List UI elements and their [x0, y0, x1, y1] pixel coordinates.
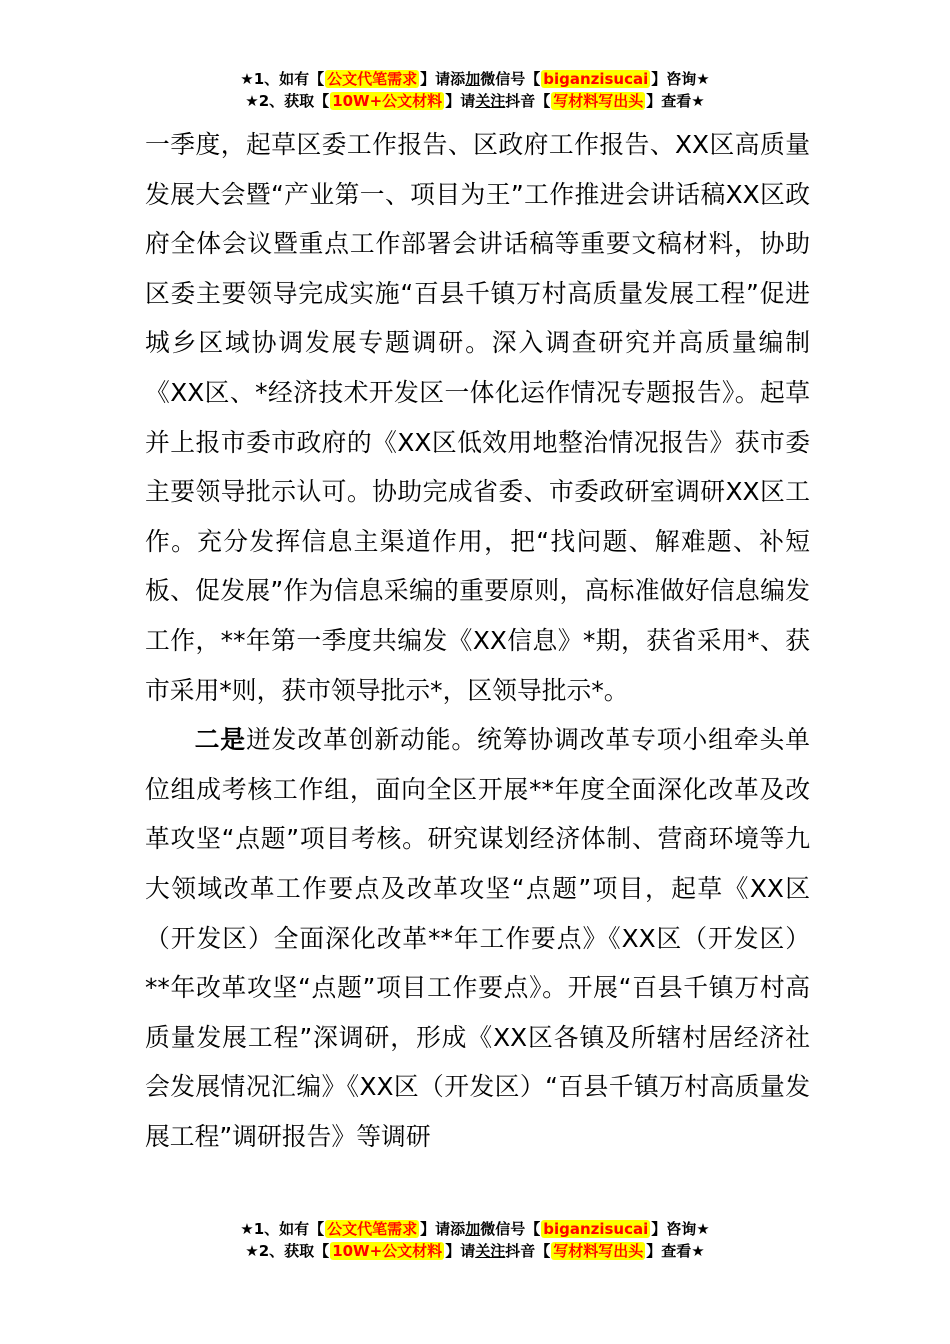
- footer-promo-banner: [0, 1218, 950, 1262]
- promo-highlight: 写材料写出头: [553, 92, 644, 110]
- promo-highlight: biganzisucai: [543, 1220, 649, 1238]
- promo-text: ★2、获取【: [245, 1242, 330, 1260]
- promo-text: 抖音【: [505, 92, 551, 110]
- header-promo-banner: [0, 68, 950, 112]
- promo-text: ★2、获取【: [245, 92, 330, 110]
- paragraph-2: [145, 715, 810, 1161]
- promo-text: 】请: [445, 92, 476, 110]
- promo-text: 】请添: [420, 1220, 466, 1238]
- promo-highlight: biganzisucai: [543, 70, 649, 88]
- promo-text: 微信号【: [480, 70, 541, 88]
- promo-highlight: 10W+公文材料: [332, 92, 443, 110]
- promo-text: ★1、如有【: [240, 1220, 325, 1238]
- promo-text: 】咨询★: [651, 1220, 710, 1238]
- promo-line-1: [0, 68, 950, 90]
- promo-text: 】查看★: [646, 92, 705, 110]
- paragraph-lead: 二是: [194, 725, 246, 755]
- paragraph-2-text: 迸发改革创新动能。统筹协调改革专项小组牵头单位组成考核工作组，面向全区开展**年度全面深化改革及改革攻坚“点题”项目考核。研究谋划经济体制、营商环境等九大领域改革工作要点及改革攻坚“点题”项目，起草《XX区（开发区）全面深化改革**年工作要点》《XX区（开发区）**年改革攻坚“点题”项目工作要点》。开展“百县千镇万村高质量发展工程”深调研，形成《XX区各镇及所辖村居经济社会发展情况汇编》《XX区（开发区）“百县千镇万村高质量发展工程”调研报告》等调研: [145, 725, 810, 1151]
- promo-text: 】请: [445, 1242, 476, 1260]
- promo-text: 】请添: [420, 70, 466, 88]
- promo-highlight: 写材料写出头: [553, 1242, 644, 1260]
- promo-text: 抖音【: [505, 1242, 551, 1260]
- promo-text: 】查看★: [646, 1242, 705, 1260]
- promo-text: 】咨询★: [651, 70, 710, 88]
- promo-underlined-text: 关注: [475, 1242, 506, 1260]
- promo-highlight: 10W+公文材料: [332, 1242, 443, 1260]
- promo-text: ★1、如有【: [240, 70, 325, 88]
- document-body: [145, 120, 810, 1161]
- promo-highlight: 公文代笔需求: [327, 1220, 418, 1238]
- promo-line-1: [0, 1218, 950, 1240]
- promo-underlined-text: 加: [465, 70, 481, 88]
- promo-highlight: 公文代笔需求: [327, 70, 418, 88]
- promo-underlined-text: 加: [465, 1220, 481, 1238]
- promo-text: 微信号【: [480, 1220, 541, 1238]
- promo-line-2: [0, 1240, 950, 1262]
- paragraph-1: 一季度，起草区委工作报告、区政府工作报告、XX区高质量发展大会暨“产业第一、项目为王”工作推进会讲话稿XX区政府全体会议暨重点工作部署会讲话稿等重要文稿材料，协助区委主要领导完成实施“百县千镇万村高质量发展工程”促进城乡区域协调发展专题调研。深入调查研究并高质量编制《XX区、*经济技术开发区一体化运作情况专题报告》。起草并上报市委市政府的《XX区低效用地整治情况报告》获市委主要领导批示认可。协助完成省委、市委政研室调研XX区工作。充分发挥信息主渠道作用，把“找问题、解难题、补短板、促发展”作为信息采编的重要原则，高标准做好信息编发工作，**年第一季度共编发《XX信息》*期，获省采用*、获市采用*则，获市领导批示*，区领导批示*。: [145, 130, 810, 705]
- promo-line-2: [0, 90, 950, 112]
- promo-underlined-text: 关注: [475, 92, 506, 110]
